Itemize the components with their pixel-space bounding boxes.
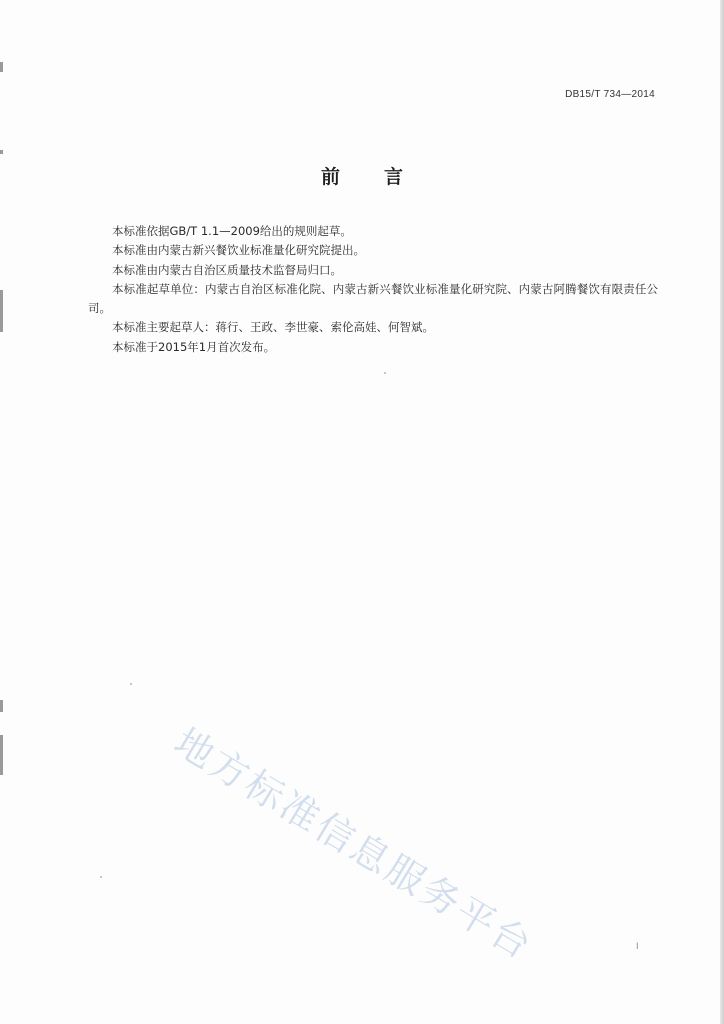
paragraph-administrator: 本标准由内蒙古自治区质量技术监督局归口。 — [112, 262, 342, 277]
scan-binding-mark — [0, 735, 3, 775]
scan-binding-mark — [0, 150, 3, 154]
scan-speck — [100, 876, 102, 878]
watermark: 地方标准信息服务平台 — [166, 719, 541, 969]
paragraph-proposer: 本标准由内蒙古新兴餐饮业标准量化研究院提出。 — [112, 243, 365, 258]
page-number: I — [636, 941, 639, 951]
scan-speck — [130, 683, 132, 685]
paragraph-drafting-units: 本标准起草单位：内蒙古自治区标准化院、内蒙古新兴餐饮业标准量化研究院、内蒙古阿腾餐饮有限责任公司。 — [88, 281, 658, 316]
scan-binding-mark — [0, 62, 3, 72]
scan-edge-shadow — [720, 0, 724, 1024]
paragraph-drafting-rules: 本标准依据GB/T 1.1—2009给出的规则起草。 — [112, 224, 352, 238]
section-title: 前言 — [320, 166, 447, 188]
scan-binding-mark — [0, 290, 3, 332]
standard-code: DB15/T 734—2014 — [565, 89, 655, 100]
scan-speck — [384, 372, 386, 374]
paragraph-release-date: 本标准于2015年1月首次发布。 — [112, 339, 276, 354]
paragraph-drafters: 本标准主要起草人：蒋行、王政、李世豪、索伦高娃、何智斌。 — [112, 320, 434, 335]
preface-body — [88, 222, 658, 357]
scan-binding-mark — [0, 700, 3, 712]
